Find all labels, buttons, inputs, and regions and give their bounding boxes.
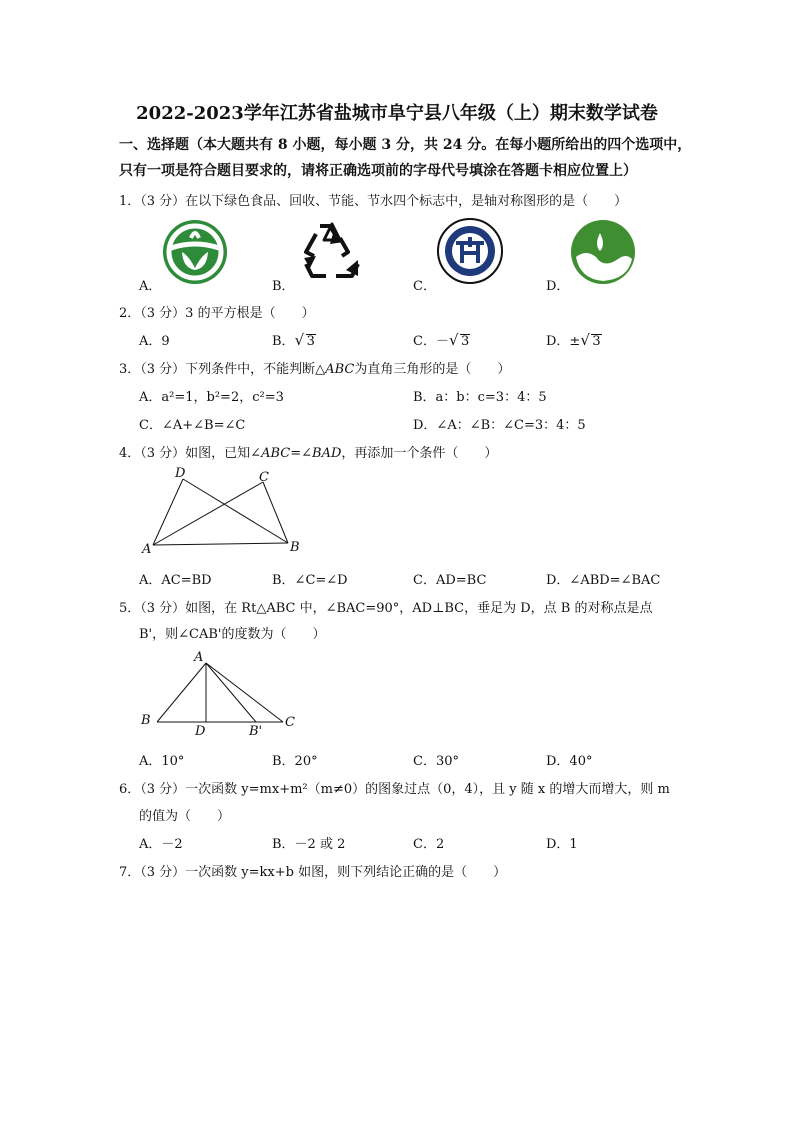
segment-AB-prime (206, 663, 256, 722)
q3-stem: 3．（3 分）下列条件中，不能判断△ABC为直角三角形的是（ ） (119, 362, 511, 377)
sqrt-symbol: √ 3 (580, 331, 601, 349)
q1-option-a[interactable]: A． (139, 279, 162, 294)
q5-stem-line1: 5．（3 分）如图，在 Rt△ABC 中，∠BAC=90°，AD⊥BC，垂足为 D，点 B 的对称点是点 (119, 601, 653, 616)
q7-stem: 7．（3 分）一次函数 y=kx+b 如图，则下列结论正确的是（ ） (119, 865, 507, 880)
sqrt-symbol: √ 3 (294, 331, 315, 349)
q5-figure (150, 660, 290, 725)
q4-figure (140, 465, 310, 560)
q2-stem: 2．（3 分）3 的平方根是（ ） (119, 306, 315, 321)
label-C: C (285, 715, 295, 730)
q6-stem-line1: 6．（3 分）一次函数 y=mx+m²（m≠0）的图象过点（0，4），且 y 随 x 的增大而增大，则 m (119, 782, 670, 797)
label-B: B (141, 713, 151, 728)
q6-option-c[interactable]: C．2 (413, 837, 445, 852)
q2-option-d[interactable] (546, 330, 602, 349)
q3-option-d[interactable]: D．∠A：∠B：∠C=3：4：5 (413, 418, 586, 433)
q5-option-d[interactable]: D．40° (546, 754, 593, 769)
section-heading-line2: 只有一项是符合题目要求的，请将正确选项前的字母代号填涂在答题卡相应位置上） (119, 163, 637, 179)
q1-stem: 1．（3 分）在以下绿色食品、回收、节能、节水四个标志中，是轴对称图形的是（ ） (119, 194, 628, 209)
segment-AB (153, 543, 288, 545)
q2-option-b-label: B． (272, 334, 295, 349)
q3-option-b[interactable]: B．a：b：c=3：4：5 (413, 390, 547, 405)
label-A: A (142, 542, 152, 557)
segment-CB (263, 482, 288, 543)
label-B-prime: B' (249, 724, 263, 739)
q2-option-b[interactable] (272, 330, 316, 349)
q4-option-c[interactable]: C．AD=BC (413, 573, 487, 588)
green-food-logo-icon (161, 218, 229, 286)
q5-option-b[interactable]: B．20° (272, 754, 318, 769)
q4-option-b[interactable]: B．∠C=∠D (272, 573, 348, 588)
label-D: D (195, 724, 206, 739)
q4-option-a[interactable]: A．AC=BD (139, 573, 212, 588)
q3-option-c[interactable]: C．∠A+∠B=∠C (139, 418, 246, 433)
q4-stem: 4．（3 分）如图，已知∠ABC=∠BAD，再添加一个条件（ ） (119, 446, 498, 461)
q2-option-c-label: C．－ (413, 334, 449, 349)
q6-stem-line2: 的值为（ ） (139, 809, 231, 824)
label-A: A (194, 650, 204, 665)
label-B: B (290, 540, 300, 555)
q5-option-c[interactable]: C．30° (413, 754, 459, 769)
segment-AD (153, 479, 183, 545)
segment-AC (206, 663, 283, 722)
q1-option-b[interactable]: B． (272, 279, 295, 294)
q4-option-d[interactable]: D．∠ABD=∠BAC (546, 573, 661, 588)
label-C: C (259, 470, 269, 485)
segment-AC (153, 482, 263, 545)
energy-saving-logo-icon (436, 217, 504, 285)
q6-option-a[interactable]: A．－2 (139, 837, 183, 852)
q5-option-a[interactable]: A．10° (139, 754, 185, 769)
segment-AB (157, 663, 206, 722)
q1-option-c[interactable]: C． (413, 279, 436, 294)
q3-option-a[interactable]: A．a²=1，b²=2，c²=3 (139, 390, 284, 405)
recycle-icon (296, 220, 364, 284)
q1-option-d[interactable]: D． (546, 279, 570, 294)
q2-option-c[interactable] (413, 330, 470, 349)
q5-stem-line2: B'，则∠CAB'的度数为（ ） (139, 627, 326, 642)
q6-option-b[interactable]: B．－2 或 2 (272, 837, 346, 852)
segment-DB (183, 479, 288, 543)
q6-option-d[interactable]: D．1 (546, 837, 578, 852)
water-saving-logo-icon (570, 219, 636, 285)
label-D: D (175, 466, 186, 481)
section-heading-line1: 一、选择题（本大题共有 8 小题，每小题 3 分，共 24 分。在每小题所给出的四个选项中， (119, 137, 692, 153)
q2-option-a[interactable]: A．9 (139, 334, 170, 349)
sqrt-symbol: √ 3 (448, 331, 470, 349)
page-title: 2022-2023学年江苏省盐城市阜宁县八年级（上）期末数学试卷 (136, 103, 658, 124)
q2-option-d-label: D．± (546, 334, 581, 349)
